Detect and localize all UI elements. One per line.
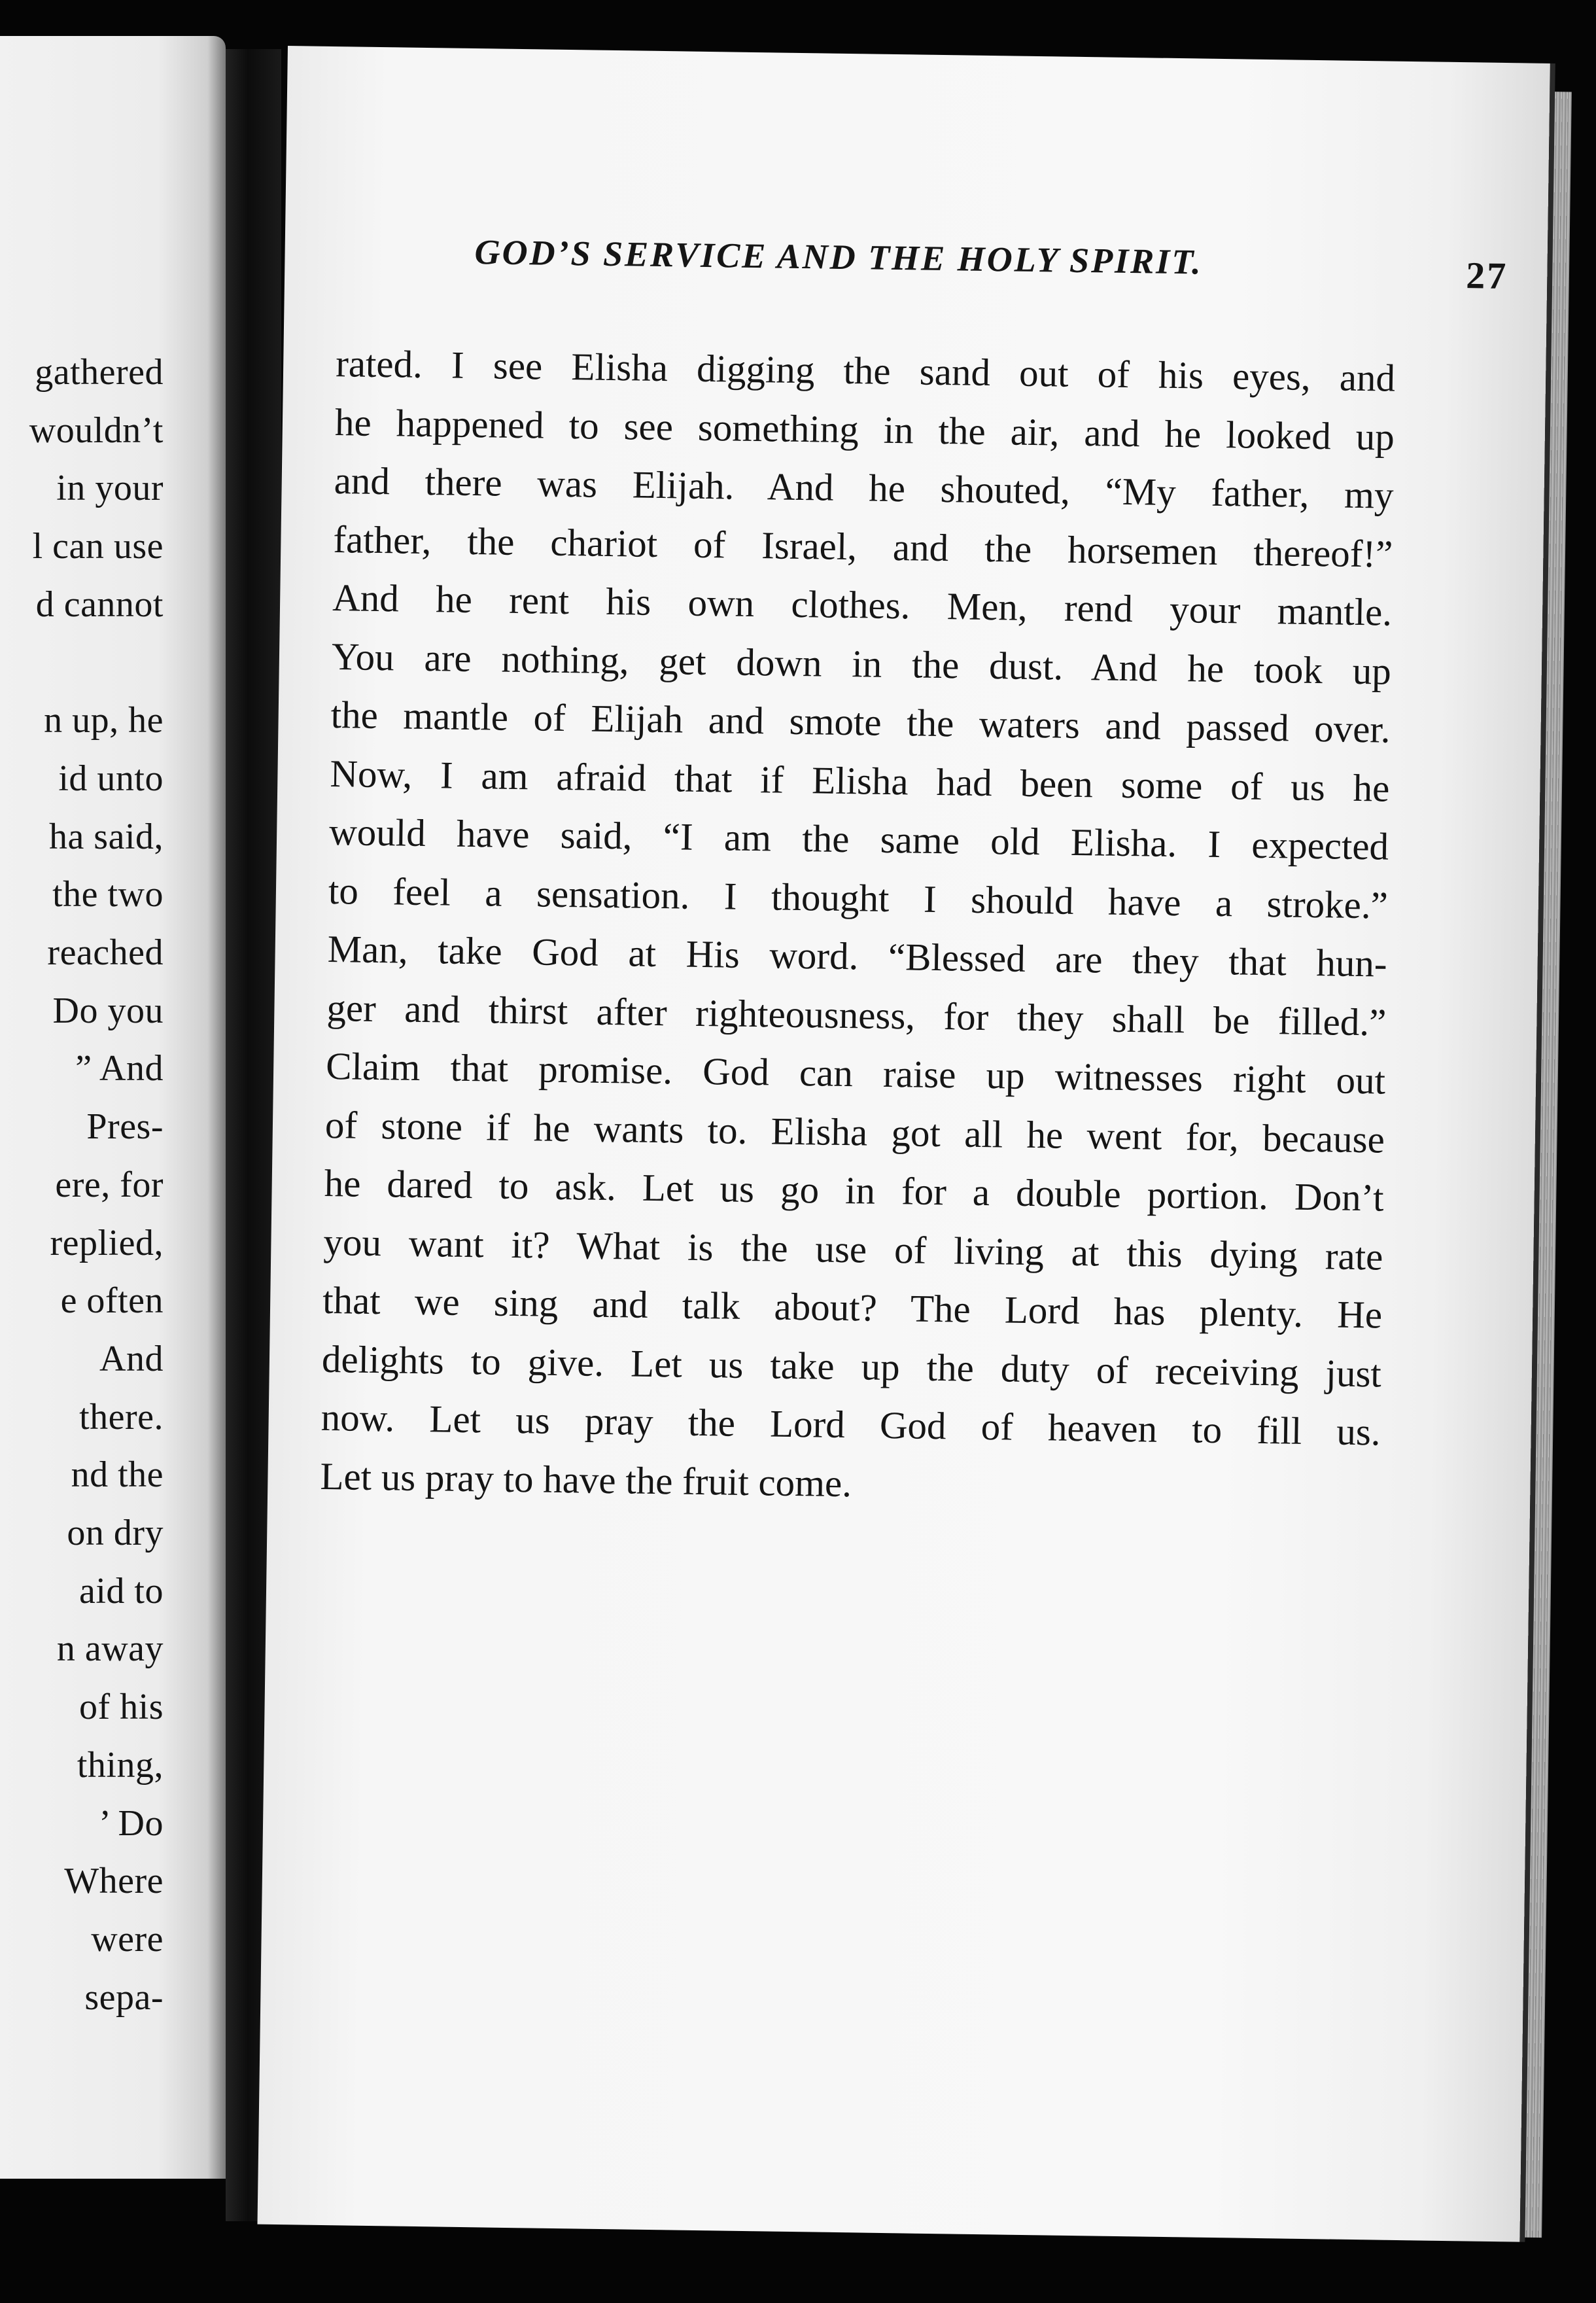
text-line: Now, I am afraid that if Elisha had been some of us he	[330, 751, 1390, 810]
text-line: rated. I see Elisha digging the sand out of his eyes, and	[335, 342, 1396, 400]
text-line: ger and thirst after righteousness, for they shall be filled.”	[326, 985, 1387, 1044]
previous-page-line: in your	[56, 468, 164, 509]
text-line: delights to give. Let us take up the duty of receiving just	[321, 1337, 1382, 1396]
previous-page-line: Pres-	[86, 1106, 164, 1148]
previous-page	[0, 36, 226, 2179]
previous-page-line: thing,	[77, 1744, 164, 1785]
previous-page-text	[0, 343, 164, 2026]
text-line: the mantle of Elijah and smote the waters and passed over.	[330, 693, 1391, 751]
current-page	[258, 46, 1550, 2242]
previous-page-line: the two	[52, 874, 164, 915]
previous-page-line: n up, he	[44, 700, 164, 741]
text-line: father, the chariot of Israel, and the horsemen thereof!”	[333, 517, 1393, 576]
text-line: he dared to ask. Let us go in for a double portion. Don’t	[324, 1161, 1385, 1220]
previous-page-line: Do you	[52, 990, 164, 1031]
previous-page-line: gathered	[35, 352, 164, 393]
text-line: Claim that promise. God can raise up witnesses right out	[325, 1044, 1386, 1102]
previous-page-line: d cannot	[35, 584, 164, 625]
previous-page-line: e often	[60, 1280, 164, 1322]
running-head-title: GOD’S SERVICE AND THE HOLY SPIRIT.	[474, 232, 1204, 282]
previous-page-line: sepa-	[84, 1977, 164, 2018]
previous-page-line: ha said,	[48, 816, 164, 857]
previous-page-line: ” And	[75, 1048, 164, 1089]
text-line: you want it? What is the use of living at this dying rate	[323, 1220, 1383, 1278]
previous-page-line: nd the	[71, 1454, 164, 1496]
previous-page-line: And	[99, 1338, 164, 1379]
previous-page-line: replied,	[50, 1222, 164, 1263]
previous-page-line: of his	[79, 1687, 164, 1728]
previous-page-line: id unto	[58, 758, 164, 799]
text-line: and there was Elijah. And he shouted, “My father, my	[334, 459, 1395, 517]
text-line: that we sing and talk about? The Lord has plenty. He	[322, 1278, 1383, 1337]
previous-page-line: reached	[47, 932, 164, 974]
text-line: to feel a sensation. I thought I should have a stroke.”	[328, 868, 1389, 927]
text-line: And he rent his own clothes. Men, rend your mantle.	[332, 576, 1393, 634]
previous-page-line: ere, for	[55, 1164, 164, 1205]
previous-page-line	[0, 634, 164, 692]
text-line: would have said, “I am the same old Elisha. I expected	[328, 810, 1389, 868]
previous-page-line: n away	[56, 1628, 164, 1670]
text-line: now. Let us pray the Lord God of heaven to fill us.	[321, 1395, 1381, 1454]
previous-page-line: wouldn’t	[29, 410, 164, 451]
previous-page-line: aid to	[79, 1570, 164, 1611]
previous-page-line: l can use	[32, 526, 164, 567]
previous-page-line: ’ Do	[99, 1802, 164, 1844]
running-head	[474, 232, 1508, 298]
text-line: Man, take God at His word. “Blessed are they that hun-	[327, 926, 1388, 985]
text-line: of stone if he wants to. Elisha got all he went for, because	[324, 1102, 1385, 1161]
previous-page-line: were	[91, 1918, 164, 1960]
text-line: You are nothing, get down in the dust. And he took up	[331, 634, 1392, 693]
page-number: 27	[1465, 254, 1508, 298]
text-line: Let us pray to have the fruit come.	[320, 1454, 852, 1505]
previous-page-line: Where	[64, 1861, 164, 1902]
text-line: he happened to see something in the air, and he looked up	[334, 400, 1395, 459]
body-text	[320, 334, 1396, 1520]
previous-page-line: there.	[79, 1396, 164, 1437]
previous-page-line: on dry	[67, 1513, 164, 1554]
